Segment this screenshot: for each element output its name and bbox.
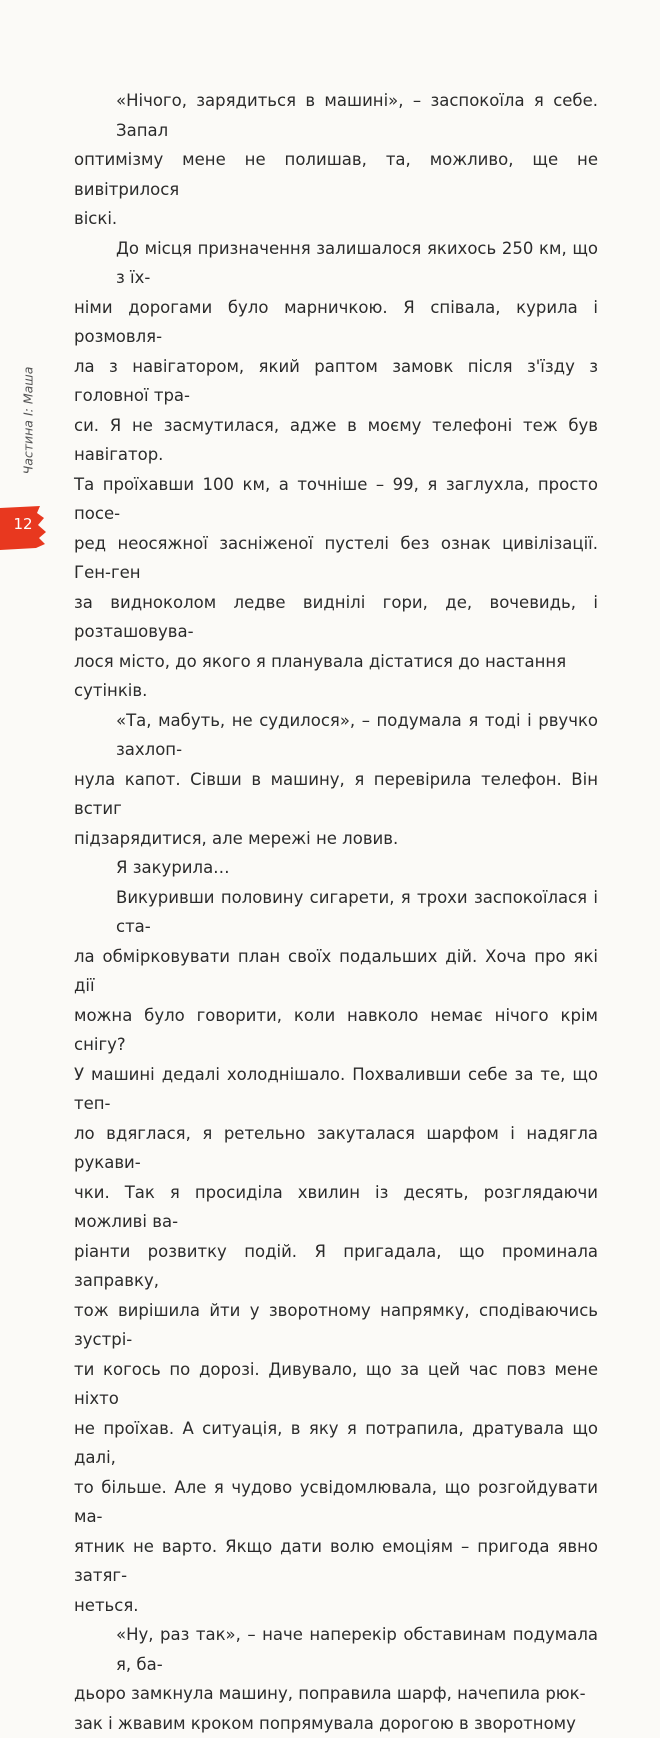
text-line: зак і жвавим кроком попрямувала дорогою в зворотному	[74, 1709, 598, 1738]
text-line: то більше. Але я чудово усвідомлювала, що розгойдувати ма-	[74, 1473, 598, 1532]
text-line: До місця призначення залишалося якихось 250 км, що з їх-	[116, 234, 598, 293]
text-line: нула капот. Сівши в машину, я перевірила телефон. Він встиг	[74, 765, 598, 824]
text-line: віскі.	[74, 204, 598, 234]
running-head	[18, 360, 38, 480]
text-line: оптимізму мене не полишав, та, можливо, ще не вивітрилося	[74, 145, 598, 204]
text-line: тож вирішила йти у зворотному напрямку, сподіваючись зустрі-	[74, 1296, 598, 1355]
text-line: чки. Так я просиділа хвилин із десять, розглядаючи можливі ва-	[74, 1178, 598, 1237]
text-line: Викуривши половину сигарети, я трохи заспокоїлася і ста-	[116, 883, 598, 942]
text-line: У машині дедалі холоднішало. Похваливши себе за те, що теп-	[74, 1060, 598, 1119]
text-line: за видноколом ледве виднілі гори, де, вочевидь, і розташовува-	[74, 588, 598, 647]
text-line: «Нічого, зарядиться в машині», – заспокоїла я себе. Запал	[116, 86, 598, 145]
text-line: Та проїхавши 100 км, а точніше – 99, я заглухла, просто посе-	[74, 470, 598, 529]
text-line: ред неосяжної засніженої пустелі без ознак цивілізації. Ген-ген	[74, 529, 598, 588]
running-head-text: Частина І: Маша	[21, 366, 36, 474]
text-line: німи дорогами було марничкою. Я співала, курила і розмовля-	[74, 293, 598, 352]
text-line: ло вдяглася, я ретельно закуталася шарфом і надягла рукави-	[74, 1119, 598, 1178]
text-line: підзарядитися, але мережі не ловив.	[74, 824, 598, 854]
text-line: ла обмірковувати план своїх подальших дій. Хоча про які дії	[74, 942, 598, 1001]
text-line: ятник не варто. Якщо дати волю емоціям – пригода явно затяг-	[74, 1532, 598, 1591]
text-line: ти когось по дорозі. Дивувало, що за цей час повз мене ніхто	[74, 1355, 598, 1414]
text-line: не проїхав. А ситуація, в яку я потрапила, дратувала що далі,	[74, 1414, 598, 1473]
text-line: неться.	[74, 1591, 598, 1621]
text-line: можна було говорити, коли навколо немає нічого крім снігу?	[74, 1001, 598, 1060]
text-line: дьоро замкнула машину, поправила шарф, начепила рюк-	[74, 1679, 598, 1709]
page-number: 12	[10, 515, 36, 533]
text-line: ріанти розвитку подій. Я пригадала, що проминала заправку,	[74, 1237, 598, 1296]
text-line: «Ну, раз так», – наче наперекір обставинам подумала я, ба-	[116, 1620, 598, 1679]
text-line: си. Я не засмутилася, адже в моєму телефоні теж був навігатор.	[74, 411, 598, 470]
text-line: ла з навігатором, який раптом замовк після з'їзду з головної тра-	[74, 352, 598, 411]
page-margin	[0, 0, 48, 1000]
text-line: Я закурила…	[116, 853, 598, 883]
text-line: «Та, мабуть, не судилося», – подумала я тоді і рвучко захлоп-	[116, 706, 598, 765]
text-line: лося місто, до якого я планувала дістатися до настання сутінків.	[74, 647, 598, 706]
body-text	[116, 86, 598, 1738]
